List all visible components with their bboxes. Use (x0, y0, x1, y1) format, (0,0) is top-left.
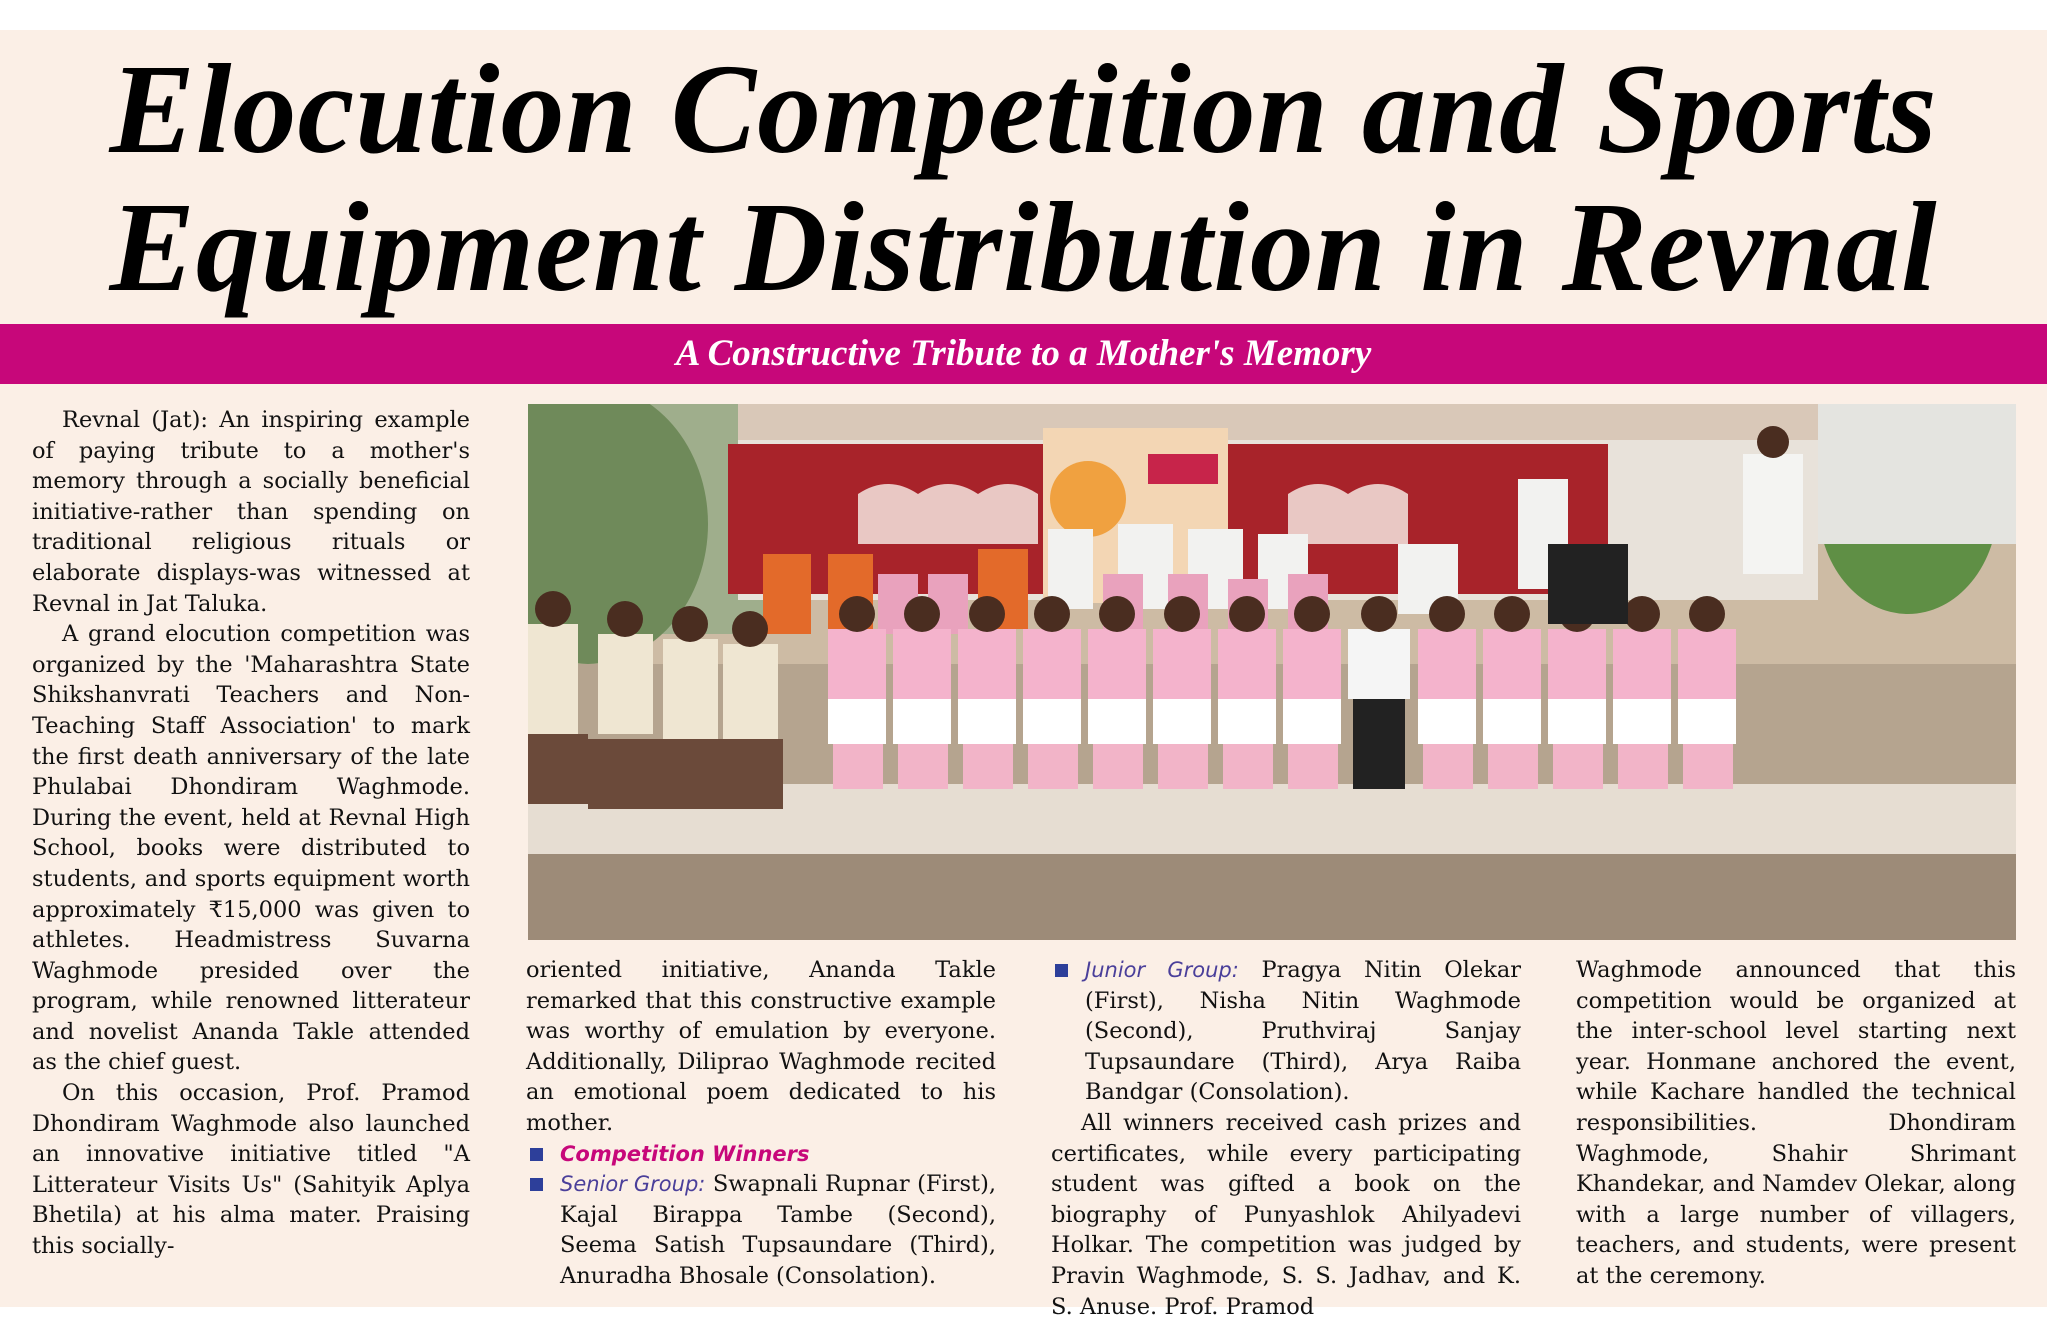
senior-group-winners: Swapnali Rupnar (First), Kajal Birappa Tambe (Second), Seema Satish Tupsaundare (Third), Anuradha Bhosale (Consolation). (560, 1171, 996, 1289)
paragraph-event: A grand elocution competition was organized by the 'Maharashtra State Shikshanvrati Teachers and Non-Teaching Staff Association' to mark the first death anniversary of the late Phulabai Dhondiram Waghmode. During the event, held at Revnal High School, books were distributed to students, and sports equipment worth approximately ₹15,000 was given to athletes. Headmistress Suvarna Waghmode presided over the program, while renowned litterateur and novelist Ananda Takle attended as the chief guest. (32, 621, 470, 1076)
paragraph-prizes: All winners received cash prizes and certificates, while every participating student was gifted a book on the biography of Punyashlok Ahilyadevi Holkar. The competition was judged by Pravin Waghmode, S. S. Jadhav, and K. S. Anuse. Prof. Pramod (1051, 1109, 1521, 1320)
paragraph-initiative: On this occasion, Prof. Pramod Dhondiram Waghmode also launched an innovative initiative titled "A Litterateur Visits Us" (Sahityik Aplya Bhetila) at his alma mater. Praising this socially- (32, 1080, 470, 1260)
headline (0, 40, 2047, 316)
article-column-3 (1051, 955, 1521, 1322)
junior-group-label: Junior Group: (1085, 958, 1239, 982)
headline-line-1: Elocution Competition and Sports (109, 38, 1938, 180)
article-column-2 (526, 955, 996, 1292)
senior-group-label: Senior Group: (560, 1172, 706, 1197)
headline-line-2: Equipment Distribution in Revnal (109, 176, 1938, 318)
senior-group-item (526, 1169, 996, 1291)
junior-group-item (1051, 955, 1521, 1108)
bullet-square-icon (530, 1178, 543, 1191)
bullet-square-icon (530, 1148, 543, 1161)
article-column-4 (1576, 955, 2016, 1292)
bullet-square-icon (1055, 964, 1068, 977)
winners-heading-item (526, 1139, 996, 1170)
subheadline: A Constructive Tribute to a Mother's Memory (675, 333, 1372, 374)
paragraph-intro: Revnal (Jat): An inspiring example of paying tribute to a mother's memory through a socially beneficial initiative-rather than spending on traditional religious rituals or elaborate displays-was witnessed at Revnal in Jat Taluka. (32, 407, 470, 617)
junior-group-winners: Pragya Nitin Olekar (First), Nisha Nitin Waghmode (Second), Pruthviraj Sanjay Tupsaundare (Third), Arya Raiba Bandgar (Consolation). (1085, 957, 1521, 1106)
paragraph-praise: oriented initiative, Ananda Takle remarked that this constructive example was worthy of emulation by everyone. Additionally, Diliprao Waghmode recited an emotional poem dedicated to his mother. (526, 957, 996, 1136)
event-photo (528, 404, 2016, 940)
winners-heading: Competition Winners (560, 1141, 810, 1166)
article-column-1 (32, 405, 470, 1262)
paragraph-closing: Waghmode announced that this competition would be organized at the inter-school level starting next year. Honmane anchored the event, while Kachare handled the technical responsibilities. Dhondiram Waghmode, Shahir Shrimant Khandekar, and Namdev Olekar, along with a large number of villagers, teachers, and students, were present at the ceremony. (1576, 957, 2016, 1289)
